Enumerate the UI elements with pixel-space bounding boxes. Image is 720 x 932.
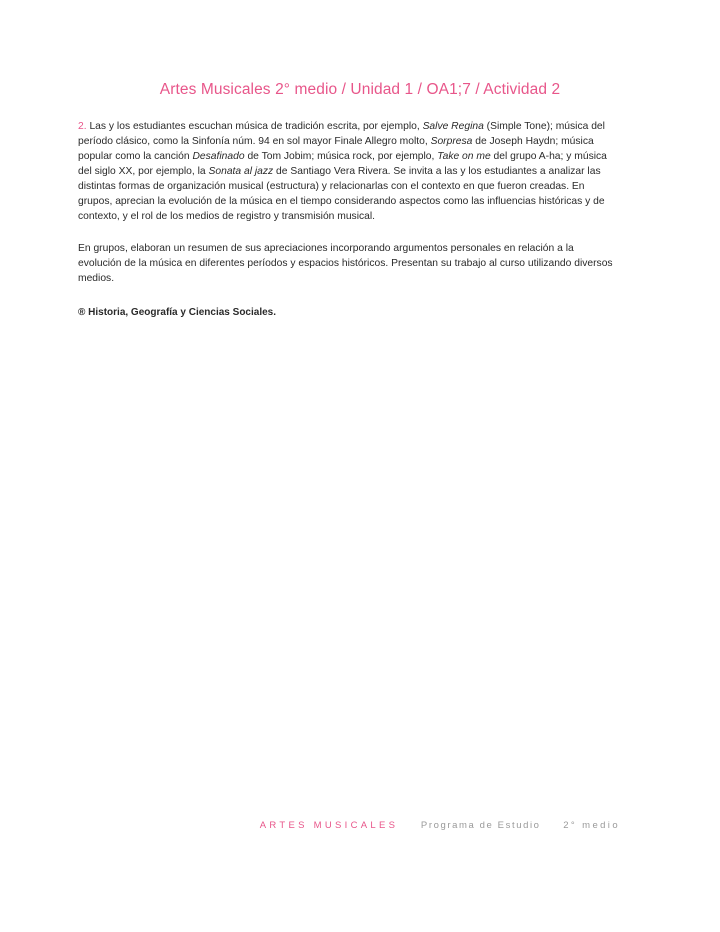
footer-grade: 2° medio xyxy=(563,820,620,831)
work-title: Sorpresa xyxy=(430,136,473,147)
work-title: Take on me xyxy=(437,151,491,162)
activity-text-segment: de Joseph Haydn; música popular como la canción xyxy=(78,136,594,162)
activity-text-segment: Las y los estudiantes escuchan música de tradición escrita, por ejemplo, xyxy=(86,121,423,132)
footer-subject: ARTES MUSICALES xyxy=(259,820,399,831)
work-title: Sonata al jazz xyxy=(208,166,274,177)
footer-program: Programa de Estudio xyxy=(420,820,541,831)
activity-text-segment: (Simple Tone); música del período clásico, como la Sinfonía núm. 94 en sol mayor Finale Allegro molto, xyxy=(78,121,605,147)
group-work-paragraph: En grupos, elaboran un resumen de sus apreciaciones incorporando argumentos personales en relación a la evolución de la música en diferentes períodos y espacios históricos. Presentan su trabajo al curso utilizando diversos medios. xyxy=(78,243,613,284)
activity-text-segment: de Santiago Vera Rivera. Se invita a las y los estudiantes a analizar las distintas formas de organización musical (estructura) y relacionarlas con el contexto en que fueron creadas. En grupos, aprecian la evolución de la música en el tiempo considerando aspectos como las influencias históricas y de contexto, y el rol de los medios de registro y transmisión musical. xyxy=(78,166,605,222)
page-footer xyxy=(260,820,620,831)
activity-paragraph xyxy=(78,119,618,224)
activity-text-segment: de Tom Jobim; música rock, por ejemplo, xyxy=(244,151,438,162)
cross-curricular-note: ® Historia, Geografía y Ciencias Sociales. xyxy=(78,307,277,318)
activity-text-segment: del grupo A-ha; y música del siglo XX, por ejemplo, la xyxy=(78,151,607,177)
activity-number: 2. xyxy=(78,121,87,132)
work-title: Desafinado xyxy=(192,151,245,162)
work-title: Salve Regina xyxy=(422,121,484,132)
activity-text xyxy=(78,121,607,222)
page-title: Artes Musicales 2° medio / Unidad 1 / OA1;7 / Actividad 2 xyxy=(159,81,561,98)
